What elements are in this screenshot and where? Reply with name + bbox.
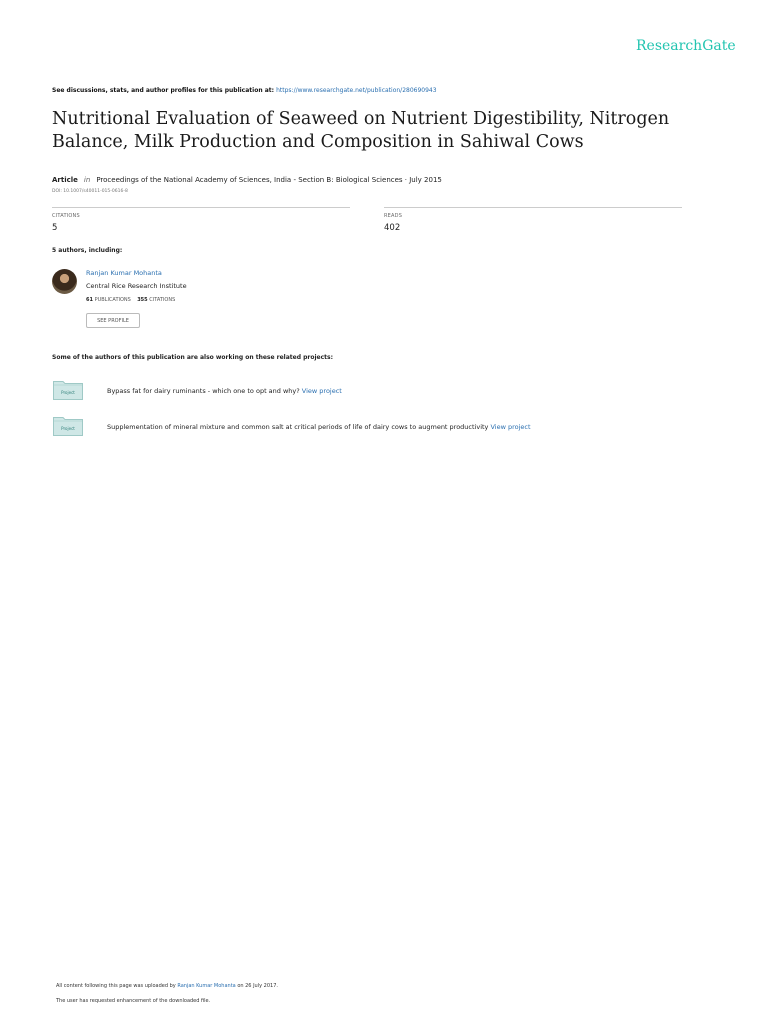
reads-divider bbox=[384, 207, 682, 208]
author-citations-label: CITATIONS bbox=[149, 297, 176, 303]
project-icon-label: Project bbox=[61, 390, 75, 395]
view-project-link[interactable]: View project bbox=[490, 423, 531, 431]
reads-count: 402 bbox=[384, 223, 401, 233]
author-citations-count: 355 bbox=[137, 297, 148, 303]
journal-name: Proceedings of the National Academy of Sciences, India - Section B: Biological Sciences · July 2015 bbox=[96, 176, 442, 184]
author-name-link[interactable]: Ranjan Kumar Mohanta bbox=[86, 269, 162, 277]
see-profile-button[interactable]: SEE PROFILE bbox=[86, 313, 140, 328]
project-folder-icon bbox=[53, 416, 83, 436]
projects-heading: Some of the authors of this publication are also working on these related projects: bbox=[52, 354, 333, 361]
reads-label: READS bbox=[384, 213, 403, 219]
profile-notice bbox=[52, 87, 437, 94]
authors-heading: 5 authors, including: bbox=[52, 247, 123, 254]
author-affiliation: Central Rice Research Institute bbox=[86, 282, 187, 290]
publication-url-link[interactable]: https://www.researchgate.net/publication/280690943 bbox=[276, 87, 437, 94]
researchgate-logo[interactable]: ResearchGate bbox=[636, 38, 736, 54]
project-title: Supplementation of mineral mixture and common salt at critical periods of life of dairy cows to augment productivity bbox=[107, 423, 489, 431]
project-folder-icon bbox=[53, 380, 83, 400]
publication-meta bbox=[52, 176, 442, 184]
enhancement-note: The user has requested enhancement of the downloaded file. bbox=[56, 998, 211, 1004]
doi: DOI: 10.1007/s40011-015-0616-8 bbox=[52, 189, 128, 194]
upload-notice bbox=[56, 983, 278, 989]
list-item bbox=[107, 423, 531, 431]
publication-type: Article bbox=[52, 176, 78, 184]
list-item bbox=[107, 387, 342, 395]
avatar[interactable] bbox=[52, 269, 77, 294]
publications-count: 61 bbox=[86, 297, 93, 303]
publications-label: PUBLICATIONS bbox=[94, 297, 131, 303]
project-icon-label: Project bbox=[61, 426, 75, 431]
author-stats bbox=[86, 297, 175, 303]
upload-prefix: All content following this page was uploaded by bbox=[56, 983, 176, 989]
notice-text: See discussions, stats, and author profiles for this publication at: bbox=[52, 87, 275, 94]
uploader-link[interactable]: Ranjan Kumar Mohanta bbox=[177, 983, 236, 989]
publication-title: Nutritional Evaluation of Seaweed on Nutrient Digestibility, Nitrogen Balance, Milk Production and Composition in Sahiwal Cows bbox=[52, 109, 670, 152]
citations-divider bbox=[52, 207, 350, 208]
view-project-link[interactable]: View project bbox=[301, 387, 342, 395]
upload-date: on 26 July 2017. bbox=[237, 983, 278, 989]
in-label: in bbox=[83, 176, 91, 184]
citations-label: CITATIONS bbox=[52, 213, 80, 219]
project-title: Bypass fat for dairy ruminants - which one to opt and why? bbox=[107, 387, 300, 395]
citations-count: 5 bbox=[52, 223, 58, 233]
